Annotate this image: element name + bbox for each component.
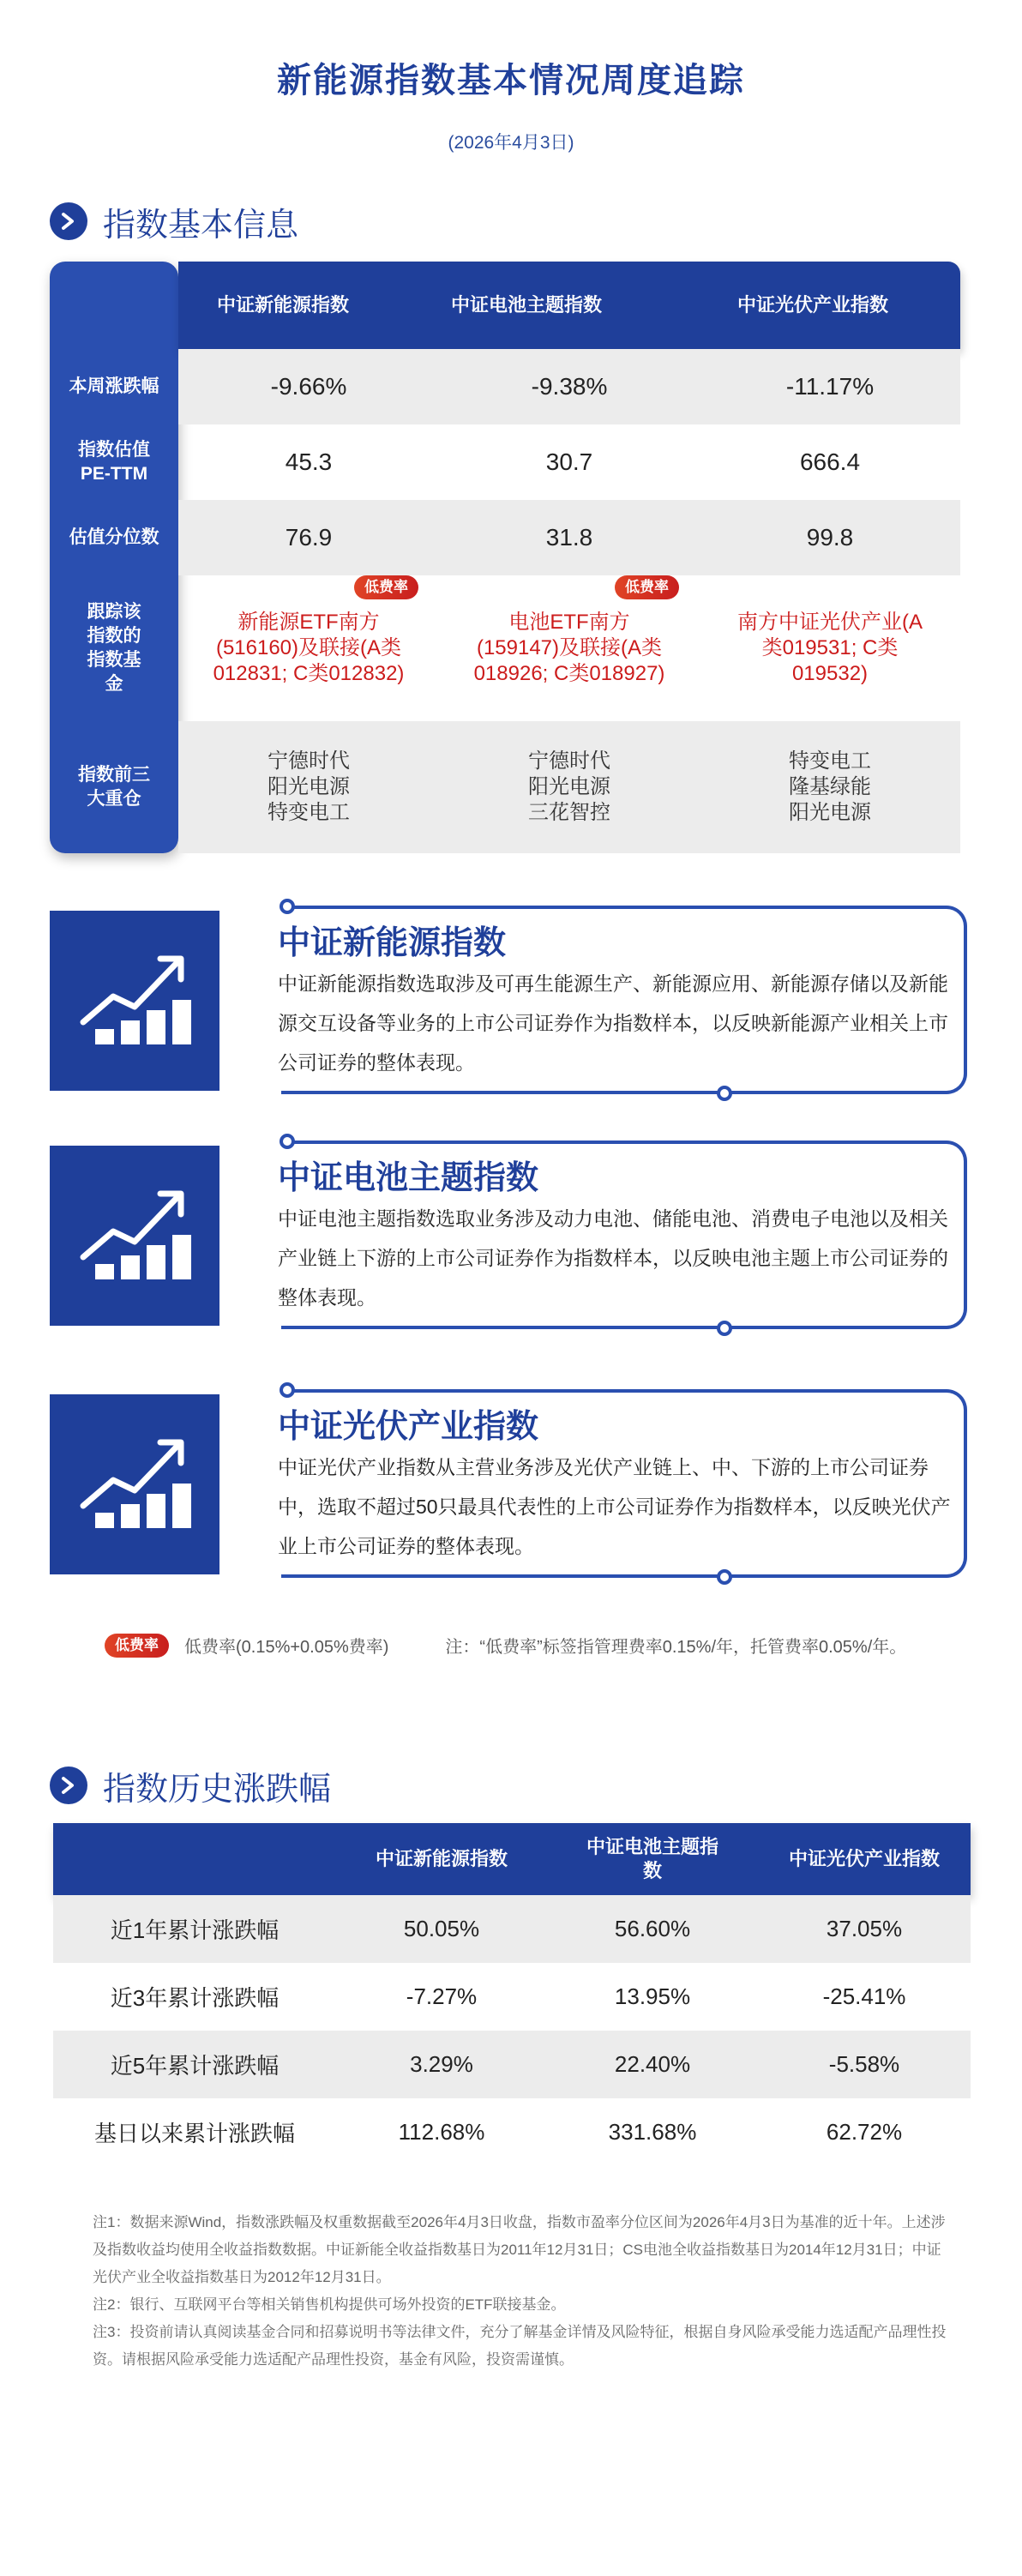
holdings-cell: [700, 721, 960, 853]
row-label: 近3年累计涨跌幅: [110, 1985, 280, 2011]
column-header: 中证新能源指数: [375, 1848, 508, 1869]
card-title: 中证电池主题指数: [278, 1160, 539, 1196]
table-cell: 50.05%: [403, 1916, 480, 1941]
card-title: 中证新能源指数: [278, 925, 507, 961]
fee-note: [105, 1633, 906, 1658]
row-label: 指数前三大重仓: [78, 765, 150, 809]
holding-name: 三花智控: [528, 801, 610, 824]
column-header: 中证新能源指数: [216, 294, 349, 316]
growth-chart-icon: [50, 1394, 219, 1574]
holding-name: 隆基绿能: [789, 775, 871, 798]
column-header: 中证光伏产业指数: [736, 294, 888, 316]
table-cell: -11.17%: [700, 349, 960, 424]
growth-chart-icon: [50, 1146, 219, 1326]
footnote: 注1：数据来源Wind，指数涨跌幅及权重数据截至2026年4月3日收盘，指数市盈率分位区间为2026年4月3日为基准的近十年。上述涉及指数收益均使用全收益指数数据。中证新能全收益指数基日为2011年12月31日；CS电池全收益指数基日为2014年12月31日；中证光伏产业全收益指数基日为2012年12月31日。: [93, 2214, 946, 2285]
holding-name: 特变电工: [789, 749, 871, 773]
low-fee-badge: 低费率: [615, 575, 679, 599]
frame-dot: [717, 1086, 732, 1101]
fund-cell[interactable]: [700, 575, 960, 721]
index-info-table: [50, 262, 960, 853]
table-cell: 45.3: [285, 448, 333, 475]
low-fee-badge: 低费率: [354, 575, 418, 599]
page-title: 新能源指数基本情况周度追踪: [277, 62, 745, 99]
card-description: 中证光伏产业指数从主营业务涉及光伏产业链上、中、下游的上市公司证券中，选取不超过50只最具代表性的上市公司证券作为指数样本，以反映光伏产业上市公司证券的整体表现。: [278, 1456, 951, 1557]
arrow-circle-icon: [50, 202, 87, 240]
holding-name: 宁德时代: [268, 749, 350, 773]
table-cell: 112.68%: [398, 2119, 485, 2145]
table-cell: -9.66%: [178, 349, 439, 424]
table-cell: -5.58%: [828, 2051, 900, 2077]
table-cell: 13.95%: [614, 1983, 691, 2009]
index-card: [50, 1141, 967, 1338]
table-cell: 331.68%: [608, 2119, 697, 2145]
report-date: (2026年4月3日): [448, 133, 574, 153]
table-row: [50, 500, 960, 575]
index-card: [50, 906, 967, 1103]
table-header: [178, 262, 960, 349]
card-title: 中证光伏产业指数: [278, 1409, 539, 1445]
card-description: 中证电池主题指数选取业务涉及动力电池、储能电池、消费电子电池以及相关产业链上下游的上市公司证券作为指数样本，以反映电池主题上市公司证券的整体表现。: [278, 1207, 948, 1309]
index-card: [50, 1389, 967, 1586]
frame-dot: [280, 1382, 295, 1398]
table-cell: 22.40%: [614, 2051, 691, 2077]
table-cell: 30.7: [545, 448, 593, 475]
table-row: [53, 1963, 971, 2031]
table-cell: 666.4: [799, 448, 861, 475]
table-row: [50, 424, 960, 500]
column-header: 中证光伏产业指数: [789, 1848, 941, 1869]
fee-note-text: 低费率(0.15%+0.05%费率): [184, 1638, 389, 1657]
table-cell: 3.29%: [410, 2051, 473, 2077]
row-label: 近1年累计涨跌幅: [110, 1917, 280, 1943]
history-table: [53, 1823, 971, 2166]
section-title: 指数历史涨跌幅: [103, 1771, 332, 1808]
row-label: 基日以来累计涨跌幅: [93, 2121, 295, 2146]
table-cell: -9.38%: [439, 349, 700, 424]
fund-name[interactable]: 电池ETF南方(159147)及联接(A类018926; C类018927): [473, 611, 665, 685]
holding-name: 阳光电源: [528, 775, 610, 798]
table-row: [53, 2098, 971, 2166]
table-cell: 31.8: [439, 500, 700, 575]
holding-name: 特变电工: [268, 801, 350, 824]
column-header-empty: [53, 1823, 336, 1895]
fund-name[interactable]: 新能源ETF南方(516160)及联接(A类012831; C类012832): [213, 611, 405, 685]
footnote: 注2：银行、互联网平台等相关销售机构提供可场外投资的ETF联接基金。: [93, 2296, 566, 2313]
arrow-circle-icon: [50, 1766, 87, 1804]
growth-chart-icon: [50, 911, 219, 1091]
frame-dot: [280, 1134, 295, 1149]
table-header: [53, 1823, 971, 1895]
table-cell: -7.27%: [406, 1983, 478, 2009]
holdings-cell: [178, 721, 439, 853]
holding-name: 宁德时代: [528, 749, 610, 773]
fund-cell[interactable]: [178, 575, 439, 721]
table-cell: 56.60%: [614, 1916, 691, 1941]
low-fee-badge: 低费率: [105, 1634, 169, 1658]
row-label: 估值分位数: [69, 527, 159, 547]
footnote: 注3：投资前请认真阅读基金合同和招募说明书等法律文件，充分了解基金详情及风险特征，根据自身风险承受能力选适配产品理性投资。请根据风险承受能力选适配产品理性投资，基金有风险，投资需谨慎。: [93, 2324, 947, 2368]
column-header: 中证电池主题指数: [450, 294, 602, 316]
holdings-cell: [439, 721, 700, 853]
frame-dot: [280, 899, 295, 914]
frame-dot: [717, 1569, 732, 1585]
holding-name: 阳光电源: [268, 775, 350, 798]
table-cell: -25.41%: [822, 1983, 906, 2009]
section-title: 指数基本信息: [103, 207, 299, 244]
fund-cell[interactable]: [439, 575, 700, 721]
table-cell: 62.72%: [826, 2119, 903, 2145]
frame-dot: [717, 1321, 732, 1336]
table-cell: 99.8: [700, 500, 960, 575]
table-cell: 37.05%: [826, 1916, 903, 1941]
column-header: 中证电池主题指数: [586, 1836, 718, 1881]
holdings-row: [50, 721, 960, 853]
footnotes: [93, 2209, 950, 2374]
row-label: 近5年累计涨跌幅: [110, 2053, 280, 2079]
row-label: 跟踪该指数的指数基金: [87, 602, 141, 694]
row-label: 本周涨跌幅: [69, 376, 159, 396]
fund-row: [50, 575, 960, 721]
section-history-header: [50, 1760, 331, 1811]
table-row: [50, 349, 960, 424]
table-row: [53, 1895, 971, 1963]
section-basic-info-header: [50, 196, 298, 247]
row-label: 指数估值PE-TTM: [78, 440, 150, 484]
holding-name: 阳光电源: [789, 801, 871, 824]
card-description: 中证新能源指数选取涉及可再生能源生产、新能源应用、新能源存储以及新能源交互设备等业务的上市公司证券作为指数样本，以反映新能源产业相关上市公司证券的整体表现。: [278, 972, 948, 1074]
table-row: [53, 2031, 971, 2098]
fee-note-explanation: 注：“低费率”标签指管理费率0.15%/年，托管费率0.05%/年。: [445, 1638, 907, 1657]
fund-name[interactable]: 南方中证光伏产业(A类019531; C类019532): [737, 611, 923, 685]
table-cell: 76.9: [178, 500, 439, 575]
